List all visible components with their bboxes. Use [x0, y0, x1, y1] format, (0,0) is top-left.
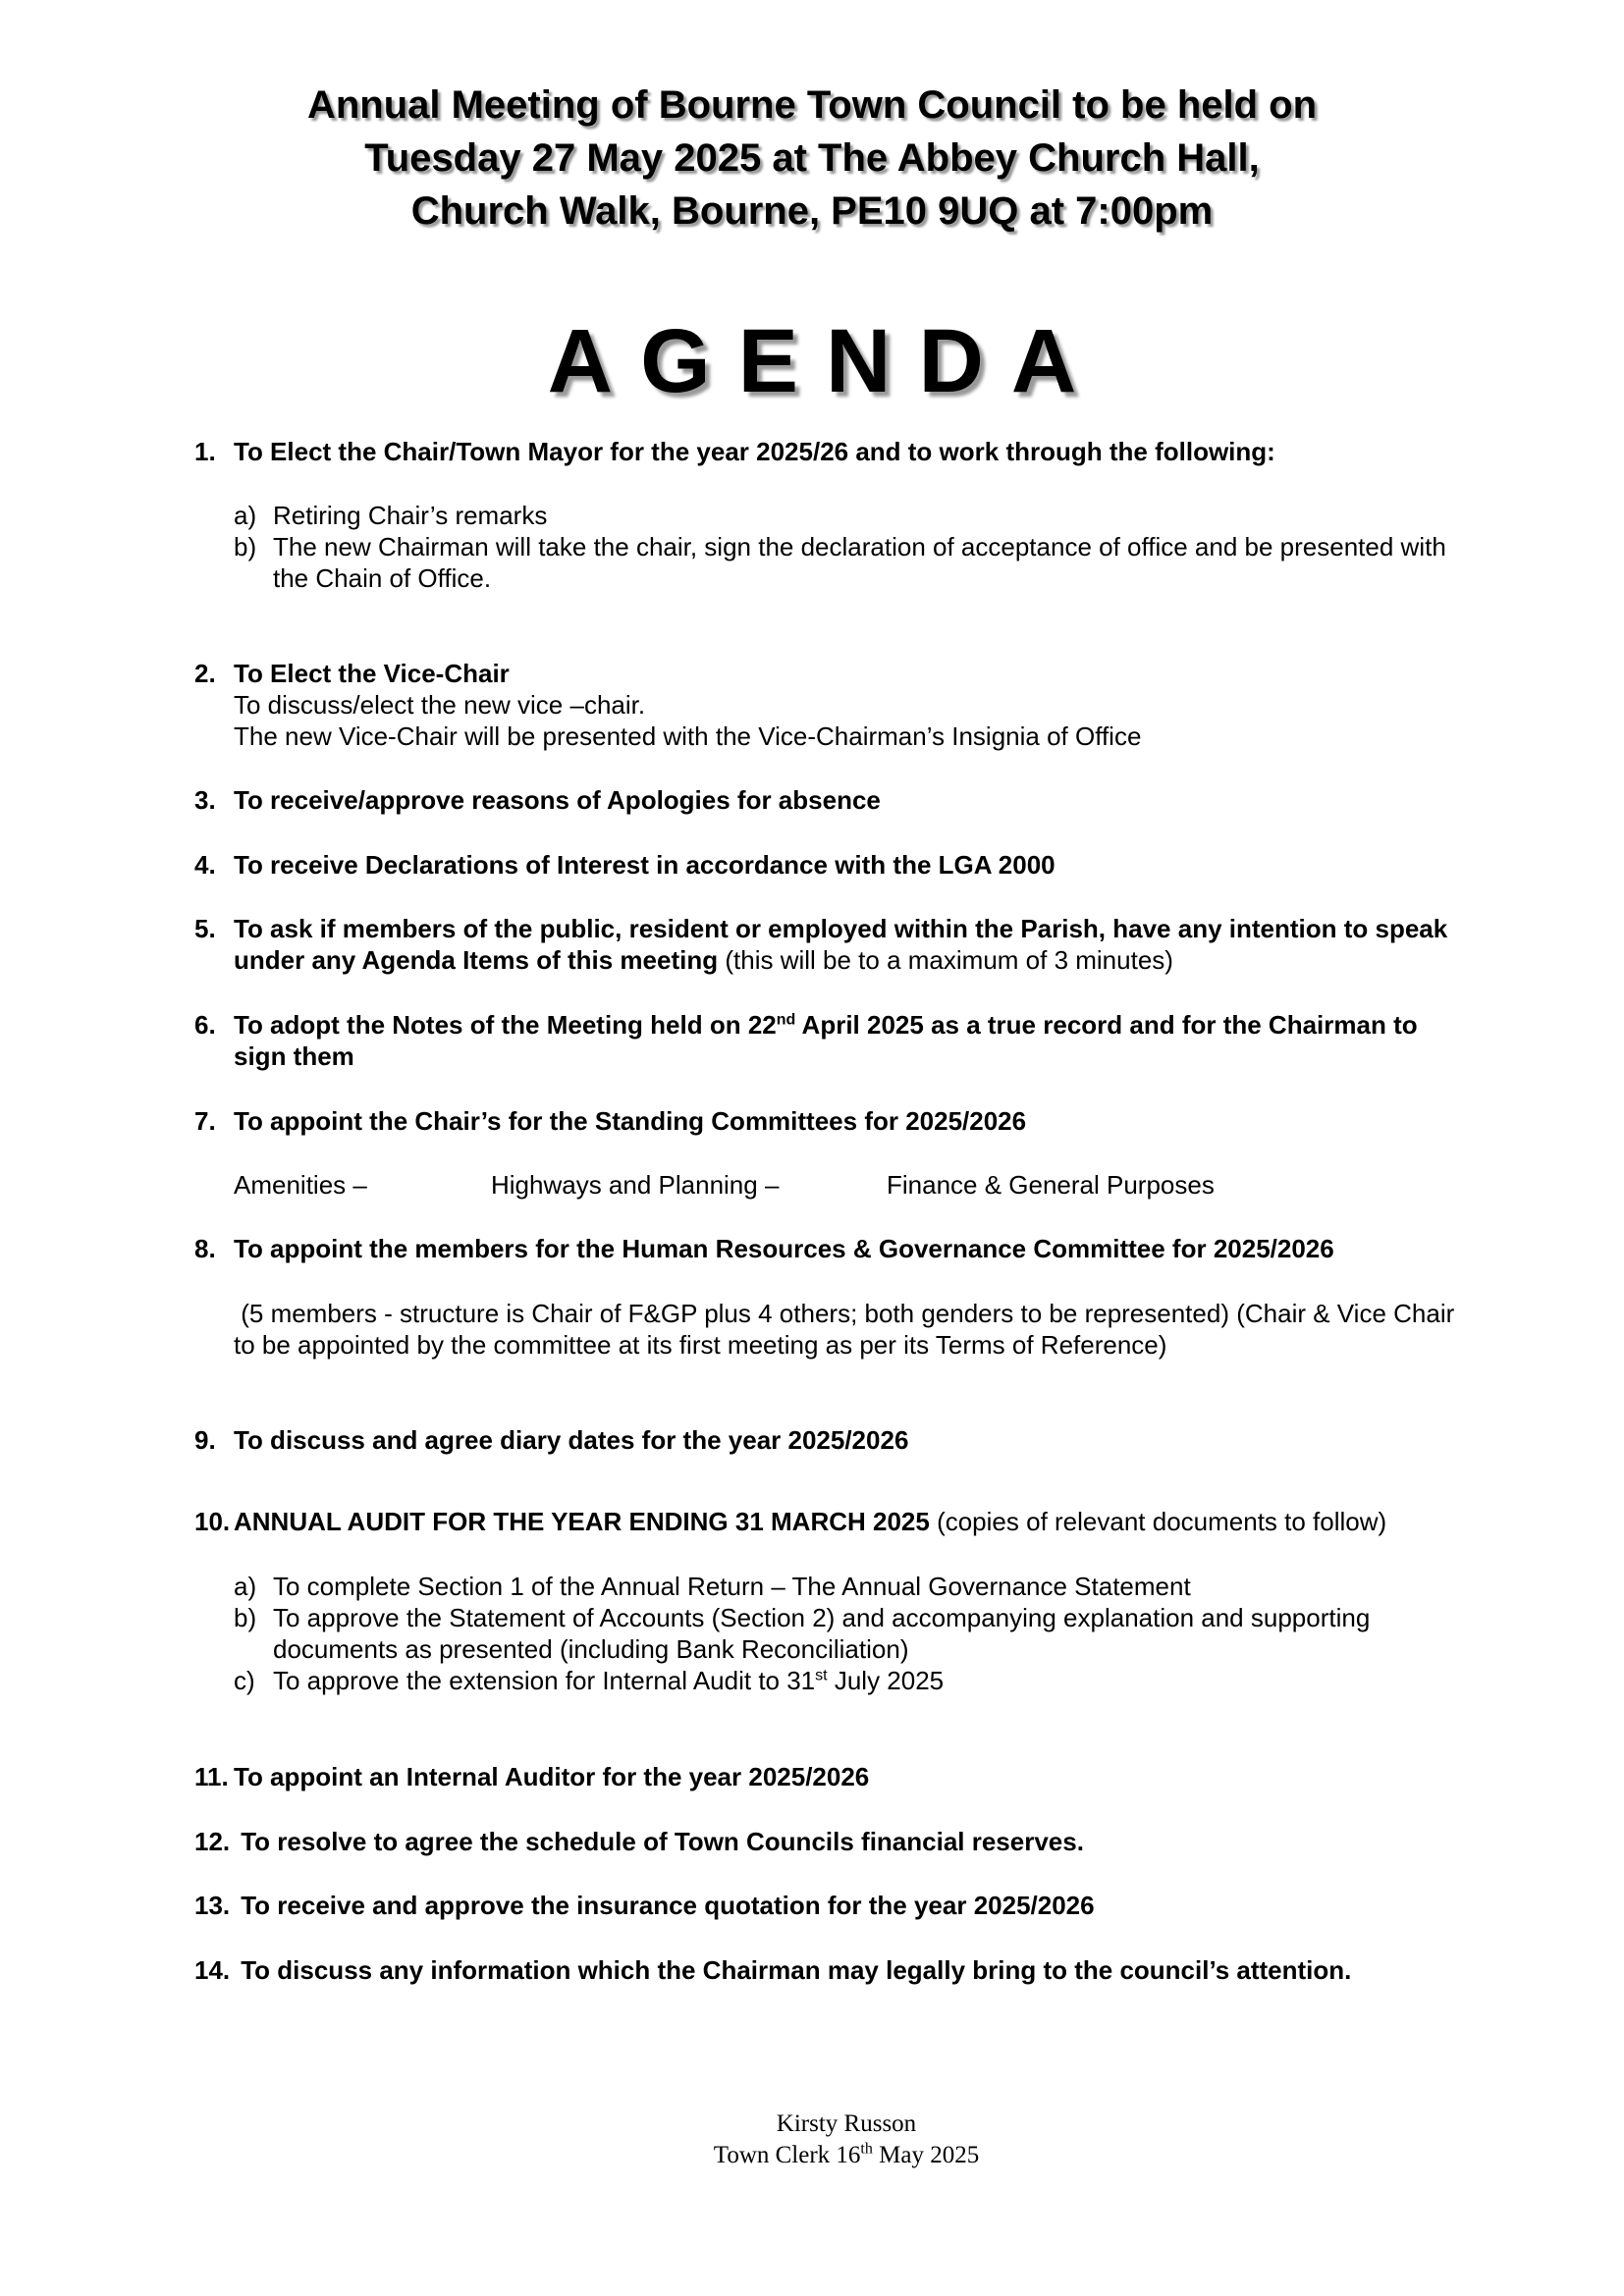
item-number: 11.: [194, 1762, 229, 1791]
signature-date: May 2025: [872, 2142, 980, 2168]
item-title-continued: [234, 944, 1173, 976]
committee-amenities: Amenities –: [234, 1170, 367, 1200]
item-number: 5.: [194, 914, 216, 943]
item-title-part: under any Agenda Items of this meeting: [234, 945, 719, 975]
item-title: To Elect the Vice-Chair: [234, 659, 510, 688]
item-number: 14.: [194, 1955, 231, 1985]
item-number: 12.: [194, 1827, 231, 1856]
ordinal-suffix: st: [815, 1667, 828, 1684]
item-title: To appoint an Internal Auditor for the year 2025/2026: [234, 1762, 870, 1791]
item-number: 10.: [194, 1507, 231, 1536]
item-title: To ask if members of the public, resident or employed within the Parish, have any intention to speak: [234, 914, 1448, 943]
item-number: 9.: [194, 1425, 216, 1455]
sub-item-text: The new Chairman will take the chair, sign the declaration of acceptance of office and be presented with: [273, 532, 1446, 561]
sub-item-text: To complete Section 1 of the Annual Return – The Annual Governance Statement: [273, 1572, 1191, 1601]
item-number: 1.: [194, 437, 216, 466]
committee-highways-planning: Highways and Planning –: [491, 1170, 780, 1200]
item-title: To receive Declarations of Interest in accordance with the LGA 2000: [234, 850, 1056, 880]
item-title-continued: sign them: [234, 1041, 354, 1071]
sub-item-text: documents as presented (including Bank Reconciliation): [273, 1634, 909, 1664]
item-title: To discuss any information which the Chairman may legally bring to the council’s attention.: [234, 1955, 1352, 1985]
item-text: The new Vice-Chair will be presented with the Vice-Chairman’s Insignia of Office: [234, 721, 1142, 751]
sub-item-label: a): [234, 501, 257, 530]
item-number: 8.: [194, 1234, 216, 1263]
agenda-title: AGENDA: [547, 311, 1105, 411]
sub-item-text: [273, 1665, 944, 1696]
item-text: To discuss/elect the new vice –chair.: [234, 690, 646, 720]
item-title: To discuss and agree diary dates for the year 2025/2026: [234, 1425, 909, 1455]
item-title: To resolve to agree the schedule of Town Councils financial reserves.: [234, 1827, 1084, 1856]
item-note: (this will be to a maximum of 3 minutes): [725, 945, 1173, 975]
item-number: 3.: [194, 785, 216, 815]
committee-finance: Finance & General Purposes: [887, 1170, 1215, 1200]
item-note: (copies of relevant documents to follow): [929, 1507, 1387, 1536]
sub-item-text: To approve the Statement of Accounts (Section 2) and accompanying explanation and supporting: [273, 1603, 1371, 1632]
sub-item-text-part: July 2025: [827, 1666, 945, 1695]
header-line-1: Annual Meeting of Bourne Town Council to be held on: [306, 83, 1318, 127]
sub-item-text: Retiring Chair’s remarks: [273, 501, 548, 530]
meeting-header: [0, 79, 1624, 238]
clerk-role: Town Clerk 16: [713, 2142, 861, 2168]
item-title: To receive/approve reasons of Apologies for absence: [234, 785, 881, 815]
item-title: To appoint the members for the Human Resources & Governance Committee for 2025/2026: [234, 1234, 1334, 1263]
item-title: [234, 1009, 1418, 1041]
item-text: (5 members - structure is Chair of F&GP plus 4 others; both genders to be represented) (Chair & Vice Chair: [234, 1299, 1455, 1328]
item-number: 6.: [194, 1010, 216, 1040]
item-number: 13.: [194, 1891, 231, 1920]
item-title: To appoint the Chair’s for the Standing Committees for 2025/2026: [234, 1106, 1027, 1136]
item-number: 2.: [194, 659, 216, 688]
clerk-role-date: [0, 2140, 1624, 2171]
item-title: To Elect the Chair/Town Mayor for the year 2025/26 and to work through the following:: [234, 437, 1275, 466]
item-title: [234, 1506, 1386, 1537]
item-number: 7.: [194, 1106, 216, 1136]
item-title-part: ANNUAL AUDIT FOR THE YEAR ENDING 31 MARCH 2025: [234, 1507, 930, 1536]
sub-item-text: the Chain of Office.: [273, 563, 492, 593]
clerk-name: Kirsty Russon: [776, 2110, 917, 2137]
sub-item-text-part: To approve the extension for Internal Audit to 31: [273, 1666, 816, 1695]
sub-item-label: b): [234, 1603, 257, 1632]
header-line-3: Church Walk, Bourne, PE10 9UQ at 7:00pm: [410, 189, 1214, 233]
sub-item-label: c): [234, 1666, 255, 1695]
sub-item-label: b): [234, 532, 257, 561]
ordinal-suffix: th: [860, 2140, 873, 2158]
item-number: 4.: [194, 850, 216, 880]
item-text: to be appointed by the committee at its first meeting as per its Terms of Reference): [234, 1330, 1167, 1360]
header-line-2: Tuesday 27 May 2025 at The Abbey Church Hall,: [364, 136, 1260, 180]
item-title: To receive and approve the insurance quotation for the year 2025/2026: [234, 1891, 1095, 1920]
ordinal-suffix: nd: [776, 1011, 796, 1029]
item-title-part: To adopt the Notes of the Meeting held on 22: [234, 1010, 777, 1040]
sub-item-label: a): [234, 1572, 257, 1601]
item-title-part: April 2025 as a true record and for the Chairman to: [795, 1010, 1418, 1040]
